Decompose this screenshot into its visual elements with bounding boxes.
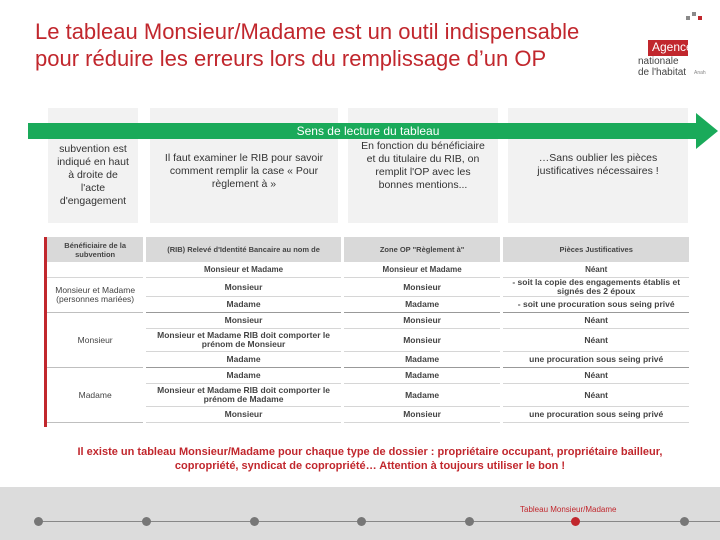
logo-line-habitat: de l'habitat — [638, 67, 687, 78]
table-row — [47, 262, 691, 278]
beneficiary-cell: Monsieur — [47, 313, 145, 368]
nav-dot[interactable] — [142, 517, 151, 526]
card-line: à droite de — [68, 169, 118, 181]
info-note: Il existe un tableau Monsieur/Madame pour chaque type de dossier : propriétaire occupant, propriétaire bailleur, copropriété, syndicat de copropriété… Attention à toujours utiliser le bon ! — [77, 446, 663, 472]
table-cell: Monsieur — [145, 407, 342, 423]
card-line: …Sans oublier les pièces — [538, 152, 658, 164]
monsieur-madame-table — [47, 237, 692, 423]
table-cell: Monsieur et Madame — [145, 262, 342, 278]
footer-active-label[interactable]: Tableau Monsieur/Madame — [520, 505, 617, 514]
logo-line-nationale: nationale — [638, 56, 679, 67]
table-cell: Néant — [502, 384, 691, 407]
table-cell: Madame — [342, 384, 502, 407]
logo-line-agence: Agence — [652, 40, 693, 54]
table-cell: Madame — [342, 297, 502, 313]
card-line: comment remplir la case « Pour — [169, 165, 319, 177]
beneficiary-cell: Monsieur et Madame (personnes mariées) — [47, 278, 145, 313]
card-line: indiqué en haut — [57, 156, 129, 168]
page-title: Le tableau Monsieur/Madame est un outil indispensable pour réduire les erreurs lors du remplissage d’un OP — [35, 19, 580, 71]
table-cell: Monsieur — [145, 278, 342, 297]
table-cell: Madame — [342, 368, 502, 384]
nav-dot[interactable] — [34, 517, 43, 526]
logo-mark-icon — [686, 10, 708, 28]
table-cell — [47, 262, 145, 278]
table-cell: Monsieur et Madame RIB doit comporter le prénom de Madame — [145, 384, 342, 407]
logo-signature: Anah — [694, 70, 706, 76]
card-line: bonnes mentions... — [378, 179, 468, 191]
card-line: Il faut examiner le RIB pour savoir — [164, 152, 324, 164]
nav-dot[interactable] — [357, 517, 366, 526]
table-cell: Néant — [502, 329, 691, 352]
table-cell: Madame — [342, 352, 502, 368]
card-line: En fonction du bénéficiaire — [361, 140, 485, 152]
column-header: Zone OP "Règlement à" — [342, 237, 502, 262]
table-row — [47, 313, 691, 329]
nav-dot[interactable] — [680, 517, 689, 526]
card-line: remplit l'OP avec les — [375, 166, 471, 178]
card-line: subvention est — [59, 143, 127, 155]
table-cell: Monsieur et Madame — [342, 262, 502, 278]
table-cell: Monsieur — [342, 278, 502, 297]
table-cell: Monsieur — [342, 313, 502, 329]
arrow-label: Sens de lecture du tableau — [296, 124, 440, 138]
table-cell: Madame — [145, 352, 342, 368]
nav-dot-active[interactable] — [571, 517, 580, 526]
card-line: et du titulaire du RIB, on — [366, 153, 480, 165]
table-cell: une procuration sous seing privé — [502, 352, 691, 368]
nav-dot[interactable] — [465, 517, 474, 526]
table-row — [47, 278, 691, 297]
table-cell: Monsieur — [342, 407, 502, 423]
card-line: d'engagement — [59, 195, 127, 207]
footer-timeline — [36, 521, 720, 522]
card-line: justificatives nécessaires ! — [537, 165, 659, 177]
table-cell: Néant — [502, 313, 691, 329]
anah-logo — [636, 10, 716, 78]
table-cell: - soit la copie des engagements établis et signés des 2 époux — [502, 278, 691, 297]
column-header: (RIB) Relevé d'Identité Bancaire au nom de — [145, 237, 342, 262]
table-cell: Madame — [145, 297, 342, 313]
column-header: Pièces Justificatives — [502, 237, 691, 262]
card-line: l'acte — [80, 182, 106, 194]
table-cell: Monsieur — [145, 313, 342, 329]
beneficiary-cell: Madame — [47, 368, 145, 423]
table-cell: Madame — [145, 368, 342, 384]
table-row — [47, 368, 691, 384]
table-cell: une procuration sous seing privé — [502, 407, 691, 423]
card-line: règlement à » — [211, 178, 277, 190]
table-cell: Monsieur et Madame RIB doit comporter le prénom de Monsieur — [145, 329, 342, 352]
nav-dot[interactable] — [250, 517, 259, 526]
table-cell: Monsieur — [342, 329, 502, 352]
column-header: Bénéficiaire de la subvention — [47, 237, 145, 262]
table-cell: Néant — [502, 262, 691, 278]
table-cell: Néant — [502, 368, 691, 384]
table-cell: - soit une procuration sous seing privé — [502, 297, 691, 313]
